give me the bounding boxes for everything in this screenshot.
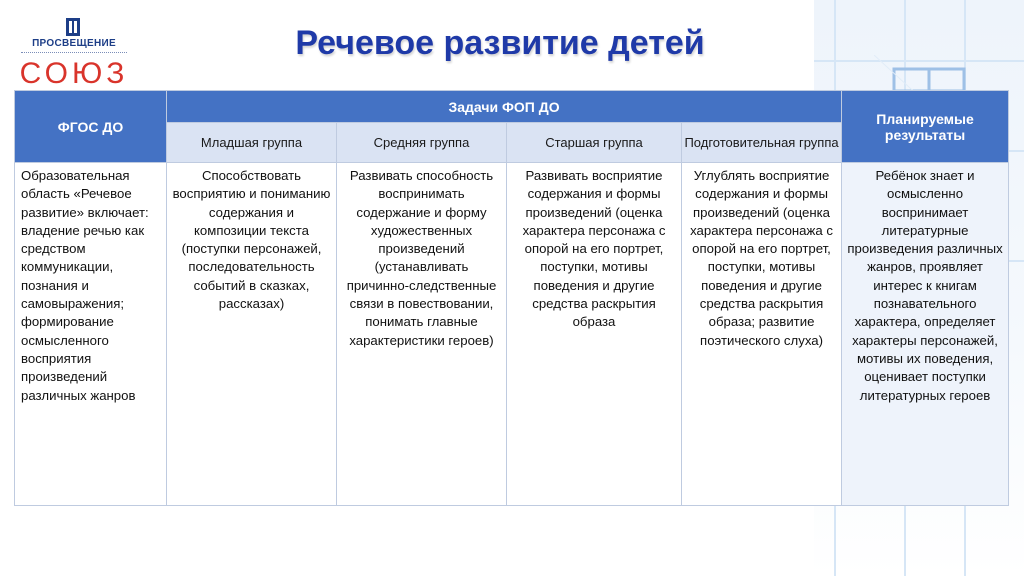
header-results: Планируемые результаты — [842, 91, 1009, 163]
cell-middle: Развивать способность воспринимать содержание и форму художественных произведений (устанавливать причинно-следственные связи в повествовании, понимать главные характеристики героев) — [337, 163, 507, 506]
publisher-logo — [18, 16, 138, 96]
curriculum-table — [14, 90, 1009, 506]
header-tasks: Задачи ФОП ДО — [167, 91, 842, 123]
publisher-name: ПРОСВЕЩЕНИЕ — [32, 38, 116, 49]
page-title: Речевое развитие детей — [295, 24, 705, 62]
header-group-prep: Подготовительная группа — [682, 123, 842, 163]
cell-prep: Углублять восприятие содержания и формы произведений (оценка характера персонажа с опорой на его портрет, поступки, мотивы поведения и другие средства раскрытия образа; развитие поэтического слуха) — [682, 163, 842, 506]
cell-senior: Развивать восприятие содержания и формы произведений (оценка характера персонажа с опорой на его портрет, поступки, мотивы поведения и другие средства раскрытия образа — [507, 163, 682, 506]
header-group-junior: Младшая группа — [167, 123, 337, 163]
publisher-emblem-icon — [62, 16, 84, 38]
header-group-middle: Средняя группа — [337, 123, 507, 163]
union-wordmark: СОЮЗ — [19, 57, 129, 90]
cell-fgos: Образовательная область «Речевое развитие» включает: владение речью как средством коммуникации, познания и самовыражения; формирование осмысленного восприятия произведений различных жанров — [15, 163, 167, 506]
header-group-senior: Старшая группа — [507, 123, 682, 163]
header-fgos: ФГОС ДО — [15, 91, 167, 163]
cell-junior: Способствовать восприятию и пониманию содержания и композиции текста (поступки персонажей, последовательность событий в сказках, рассказах) — [167, 163, 337, 506]
publisher-divider — [21, 52, 127, 56]
cell-results: Ребёнок знает и осмысленно воспринимает литературные произведения различных жанров, проявляет интерес к книгам познавательного характера, определяет характеры персонажей, мотивы их поведения, оценивает поступки литературных героев — [842, 163, 1009, 506]
